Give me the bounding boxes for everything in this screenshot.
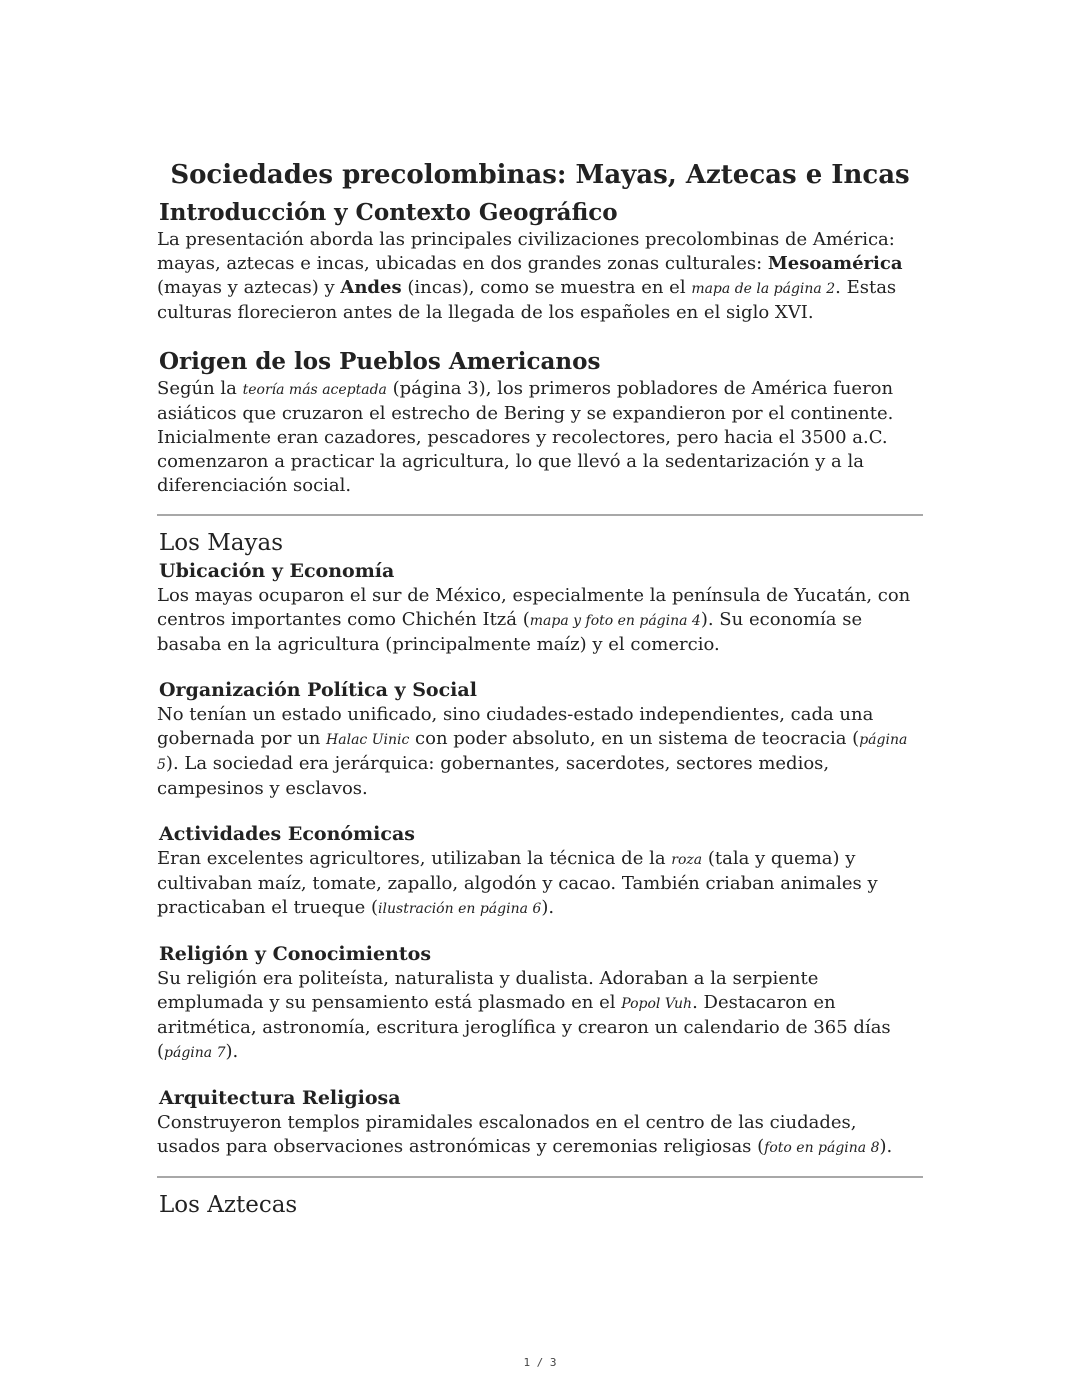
- text-run: . Estas culturas florecieron antes de la llegada de los españoles en el siglo XVI.: [157, 277, 897, 323]
- section-divider: [157, 1176, 923, 1178]
- bold-term-mesoamerica: Mesoamérica: [767, 253, 903, 274]
- location-paragraph: [157, 584, 923, 657]
- intro-paragraph: [157, 228, 923, 325]
- emphasis-text: Halac Uinic: [326, 732, 410, 748]
- emphasis-text: Popol Vuh: [621, 996, 693, 1012]
- page-number: 1 / 3: [523, 1356, 557, 1369]
- bold-term-andes: Andes: [340, 277, 402, 298]
- text-run: ).: [225, 1041, 239, 1062]
- section-heading-aztecas: Los Aztecas: [159, 1192, 298, 1218]
- page-reference: ilustración en página 6: [378, 901, 542, 917]
- page-reference: página 5: [157, 732, 908, 773]
- text-run: (incas), como se muestra en el: [401, 277, 692, 298]
- economy-paragraph: [157, 847, 923, 921]
- architecture-paragraph: [157, 1111, 923, 1160]
- page-reference: mapa de la página 2: [691, 281, 836, 297]
- page-reference: mapa y foto en página 4: [529, 613, 701, 629]
- text-run: (tala y quema) y cultivaban maíz, tomate, zapallo, algodón y cacao. También criaban animales y practicaban el trueque (: [157, 848, 878, 918]
- text-run: con poder absoluto, en un sistema de teocracia (: [409, 728, 860, 749]
- text-run: Su religión era politeísta, naturalista y dualista. Adoraban a la serpiente emplumada y su pensamiento está plasmado en el: [157, 968, 819, 1013]
- subsection-heading-economy: Actividades Económicas: [159, 823, 415, 845]
- subsection-heading-politics: Organización Política y Social: [159, 679, 477, 701]
- text-run: Eran excelentes agricultores, utilizaban la técnica de la: [157, 848, 672, 869]
- text-run: La presentación aborda las principales civilizaciones precolombinas de América: mayas, aztecas e incas, ubicadas en dos grandes zonas culturales:: [157, 229, 895, 274]
- text-run: Los mayas ocuparon el sur de México, especialmente la península de Yucatán, con centros importantes como Chichén Itzá (: [157, 585, 911, 630]
- emphasis-text: teoría más aceptada: [242, 382, 387, 398]
- document-page: [157, 158, 923, 1220]
- page-reference: página 7: [164, 1045, 226, 1061]
- text-run: ).: [541, 897, 555, 918]
- text-run: ). La sociedad era jerárquica: gobernantes, sacerdotes, sectores medios, campesinos y esclavos.: [157, 753, 830, 799]
- document-title: Sociedades precolombinas: Mayas, Aztecas e Incas: [170, 160, 910, 190]
- text-run: ).: [879, 1136, 893, 1157]
- subsection-heading-religion: Religión y Conocimientos: [159, 943, 432, 965]
- subsection-heading-architecture: Arquitectura Religiosa: [159, 1087, 401, 1109]
- text-run: ). Su economía se basaba en la agricultura (principalmente maíz) y el comercio.: [157, 609, 863, 655]
- religion-paragraph: [157, 967, 923, 1065]
- text-run: Construyeron templos piramidales escalonados en el centro de las ciudades, usados para observaciones astronómicas y ceremonias religiosas (: [157, 1112, 857, 1157]
- politics-paragraph: [157, 703, 923, 801]
- section-heading-mayas: Los Mayas: [159, 530, 284, 556]
- section-divider: [157, 514, 923, 516]
- text-run: (página 3), los primeros pobladores de América fueron asiáticos que cruzaron el estrecho de Bering y se expandieron por el continente. Inicialmente eran cazadores, pescadores y recolectores, pero hacia el 3500 a.C. comenzaron a practicar la agricultura, lo que llevó a la sedentarización y a la diferenciación social.: [157, 378, 894, 496]
- text-run: Según la: [157, 378, 243, 399]
- text-run: . Destacaron en aritmética, astronomía, escritura jeroglífica y crearon un calendario de 365 días (: [157, 992, 891, 1062]
- text-run: (mayas y aztecas) y: [157, 277, 341, 298]
- section-heading-intro: Introducción y Contexto Geográfico: [159, 199, 618, 226]
- section-heading-origin: Origen de los Pueblos Americanos: [159, 348, 601, 375]
- emphasis-text: roza: [671, 852, 703, 868]
- subsection-heading-location: Ubicación y Economía: [159, 560, 395, 582]
- text-run: No tenían un estado unificado, sino ciudades-estado independientes, cada una gobernada por un: [157, 704, 874, 749]
- page-reference: foto en página 8: [764, 1140, 880, 1156]
- origin-paragraph: [157, 377, 923, 498]
